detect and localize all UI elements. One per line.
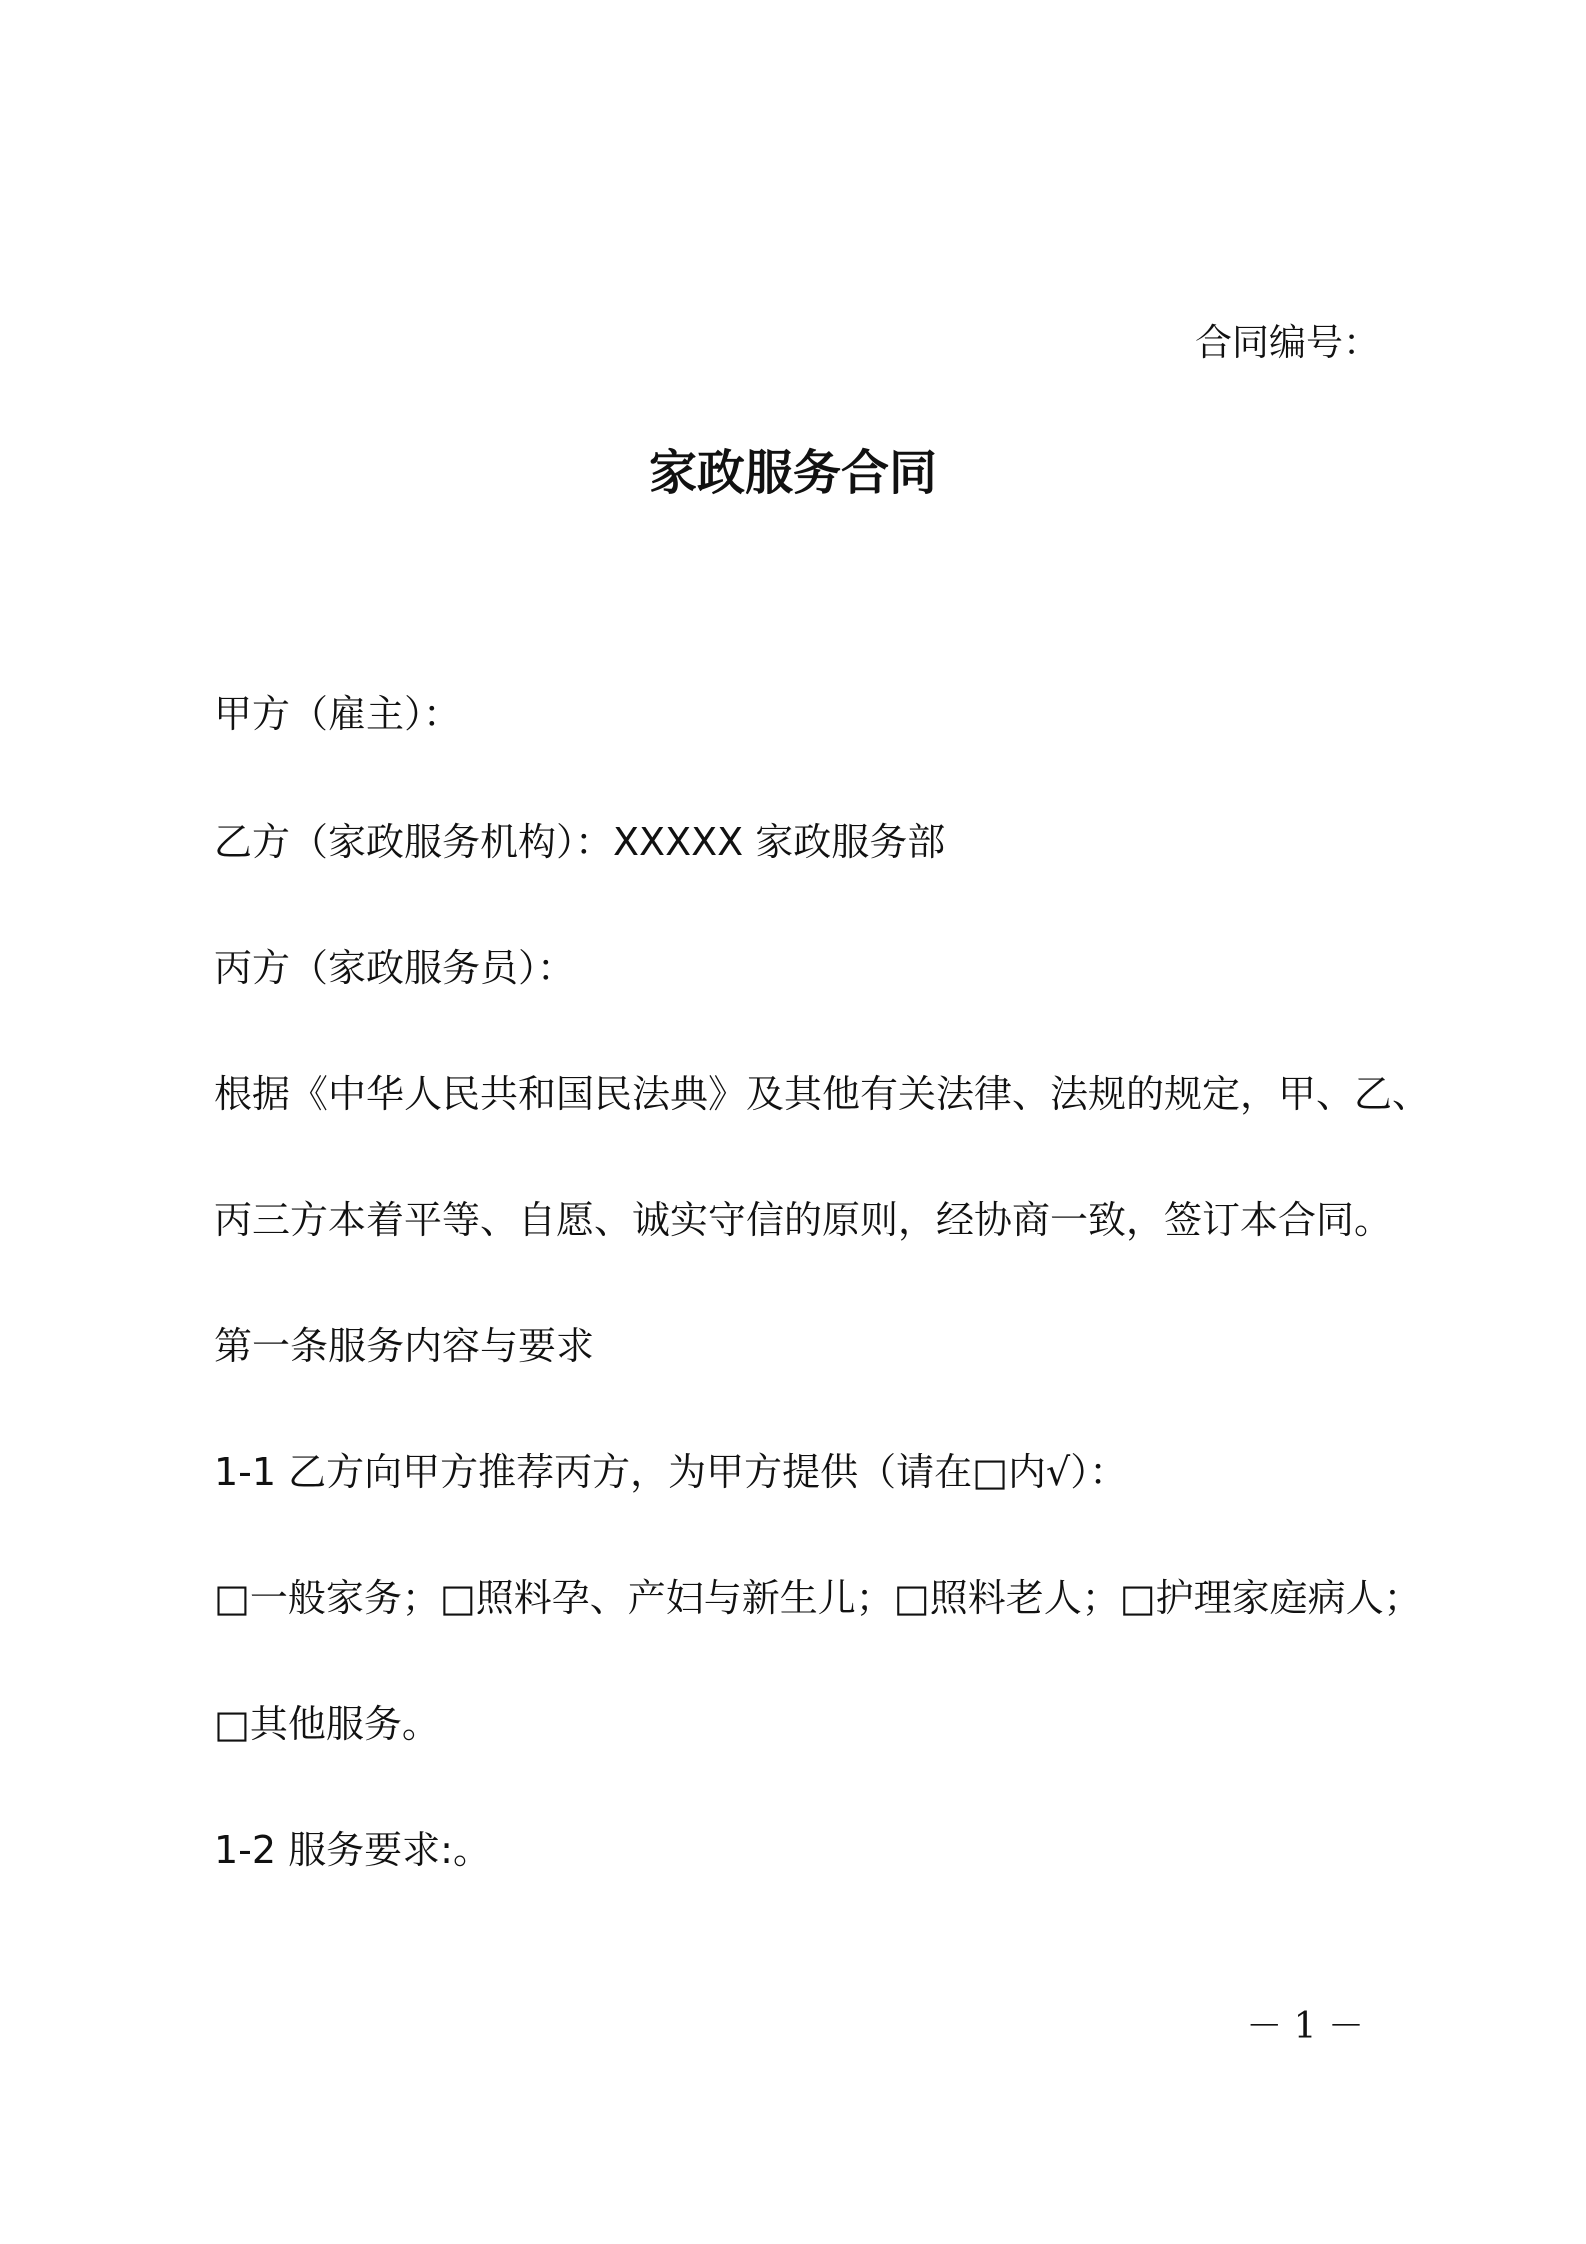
preamble-line-1: 根据《中华人民共和国民法典》及其他有关法律、法规的规定，甲、乙、 <box>214 1072 1431 1116</box>
party-c-line: 丙方（家政服务员）： <box>214 946 576 990</box>
page-number: － 1 － <box>1246 2006 1364 2047</box>
clause-1-2: 1-2 服务要求:。 <box>214 1828 491 1872</box>
preamble-line-2: 丙三方本着平等、自愿、诚实守信的原则，经协商一致，签订本合同。 <box>214 1198 1393 1242</box>
contract-number-label: 合同编号： <box>1195 321 1380 364</box>
service-options-line-2: □其他服务。 <box>214 1702 440 1746</box>
service-options-line-1: □一般家务；□照料孕、产妇与新生儿；□照料老人；□护理家庭病人； <box>214 1576 1422 1620</box>
clause-1-1: 1-1 乙方向甲方推荐丙方，为甲方提供（请在□内√）： <box>214 1450 1128 1494</box>
party-b-line: 乙方（家政服务机构）：XXXXX 家政服务部 <box>214 820 946 864</box>
article-1-heading: 第一条服务内容与要求 <box>214 1324 595 1368</box>
document-title: 家政服务合同 <box>648 445 937 501</box>
party-a-line: 甲方（雇主）： <box>214 692 462 736</box>
